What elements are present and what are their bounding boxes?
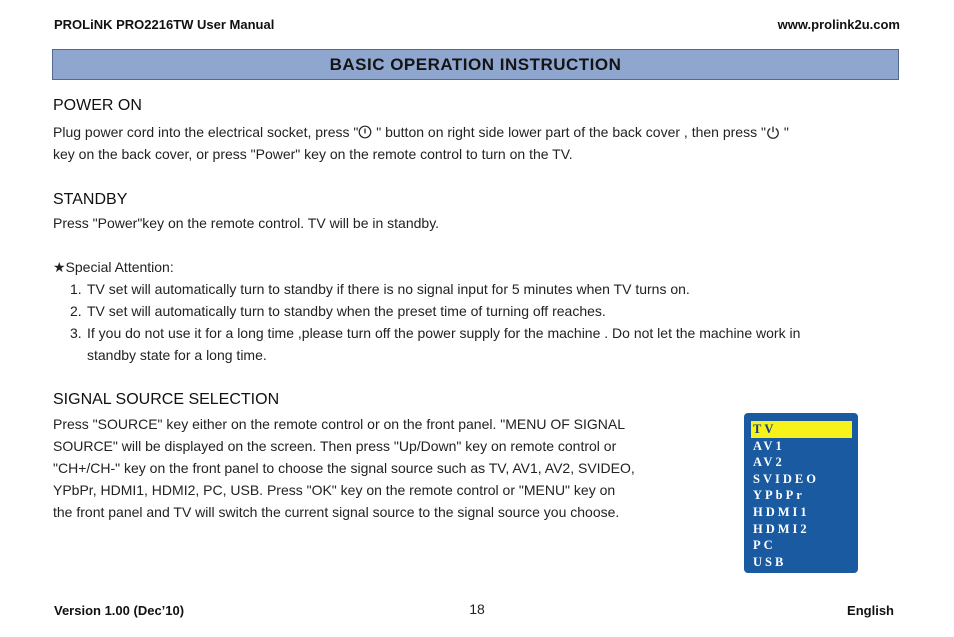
signal-source-paragraph: Press "SOURCE" key either on the remote control or on the front panel. "MENU OF SIGNAL SOURCE" will be displayed on the screen. Then press "Up/Down" key on remote control or "CH+/CH-" key on the front panel to choose the signal source such as TV, AV1, AV2, SVIDEO, YPbPr, HDMI1, HDMI2, PC, USB. Press "OK" key on the remote control or "MENU" key on the front panel and TV will switch the current signal source to the signal source you choose. [53,416,635,520]
power-on-paragraph [53,121,913,165]
power-on-text-b: " button on right side lower part of the back cover , then press " [372,124,766,140]
menu-item-av2[interactable]: AV2 [753,455,785,470]
menu-item-usb[interactable]: USB [753,554,787,569]
standby-text: Press "Power"key on the remote control. TV will be in standby. [53,215,440,231]
menu-item-hdmi2[interactable]: HDMI2 [753,521,810,536]
header-website: www.prolink2u.com [777,17,900,32]
power-on-text-c: " [779,124,789,140]
signal-source-menu [744,413,858,573]
list-item: 3. If you do not use it for a long time ,please turn off the power supply for the machine . Do not let the machine work in standby state for a long time. [70,325,801,363]
signal-source-heading: SIGNAL SOURCE SELECTION [53,391,280,408]
menu-item-svideo[interactable]: SVIDEO [753,471,819,486]
page-title: BASIC OPERATION INSTRUCTION [52,49,899,80]
menu-item-pc[interactable]: PC [753,538,776,553]
footer-version: Version 1.00 (Dec’10) [54,603,185,618]
menu-item-av1[interactable]: AV1 [753,438,785,453]
list-item: 1. TV set will automatically turn to standby if there is no signal input for 5 minutes when TV turns on. [70,281,690,297]
special-attention-list [70,278,910,366]
special-attention-label: ★Special Attention: [53,259,174,275]
standby-heading: STANDBY [53,191,128,208]
header-manual-title: PROLiNK PRO2216TW User Manual [54,17,275,32]
menu-item-tv[interactable]: TV [751,421,852,438]
power-on-heading: POWER ON [53,97,142,114]
footer-language: English [847,603,894,618]
standby-power-icon [766,125,780,139]
power-switch-icon [358,125,372,139]
menu-item-ypbpr[interactable]: YPbPr [753,488,805,503]
power-on-text-line2: key on the back cover, or press "Power" key on the remote control to turn on the TV. [53,146,573,162]
power-on-text-a: Plug power cord into the electrical socket, press " [53,124,359,140]
list-item: 2. TV set will automatically turn to standby when the preset time of turning off reaches. [70,303,606,319]
menu-item-hdmi1[interactable]: HDMI1 [753,504,810,519]
page-number: 18 [469,601,485,617]
